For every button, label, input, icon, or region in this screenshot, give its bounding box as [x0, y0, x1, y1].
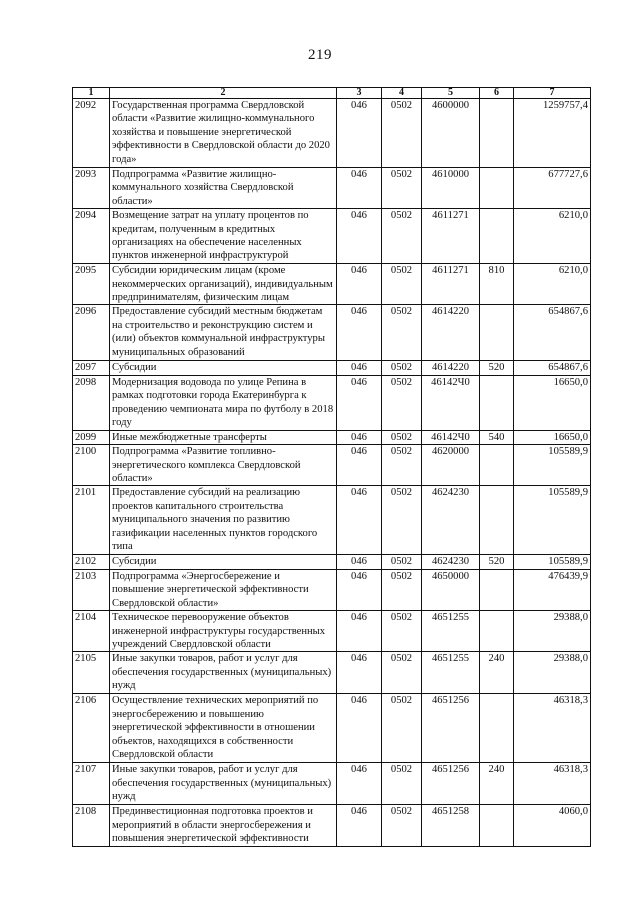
target-article-code: 4620000 — [422, 445, 480, 486]
amount: 46318,3 — [514, 763, 591, 805]
ministry-code: 046 — [337, 264, 382, 305]
table-row — [73, 486, 591, 555]
section-code: 0502 — [382, 694, 422, 763]
row-name: Субсидии — [110, 361, 337, 375]
table-row — [73, 264, 591, 305]
section-code: 0502 — [382, 569, 422, 610]
row-name: Государственная программа Свердловской области «Развитие жилищно-коммунального хозяйства и повышение энергетической эффективности в Свердловской области до 2020 года» — [110, 99, 337, 168]
row-number: 2099 — [73, 430, 110, 444]
section-code: 0502 — [382, 805, 422, 846]
row-number: 2100 — [73, 445, 110, 486]
table-row — [73, 99, 591, 168]
row-name: Субсидии — [110, 555, 337, 569]
section-code: 0502 — [382, 763, 422, 805]
row-number: 2102 — [73, 555, 110, 569]
section-code: 0502 — [382, 168, 422, 209]
row-number: 2104 — [73, 611, 110, 652]
column-header: 1 — [73, 88, 110, 99]
ministry-code: 046 — [337, 486, 382, 555]
target-article-code: 46142Ч0 — [422, 375, 480, 430]
amount: 16650,0 — [514, 430, 591, 444]
table-row — [73, 555, 591, 569]
row-number: 2093 — [73, 168, 110, 209]
expense-type-code: 540 — [480, 430, 514, 444]
ministry-code: 046 — [337, 805, 382, 846]
target-article-code: 4651255 — [422, 652, 480, 694]
ministry-code: 046 — [337, 569, 382, 610]
target-article-code: 4611271 — [422, 209, 480, 264]
amount: 105589,9 — [514, 486, 591, 555]
row-number: 2096 — [73, 305, 110, 361]
ministry-code: 046 — [337, 445, 382, 486]
section-code: 0502 — [382, 264, 422, 305]
target-article-code: 46142Ч0 — [422, 430, 480, 444]
row-name: Предоставление субсидий местным бюджетам на строительство и реконструкцию систем и (или) объектов коммунальной инфраструктуры муниципальных образований — [110, 305, 337, 361]
expense-type-code — [480, 486, 514, 555]
row-number: 2097 — [73, 361, 110, 375]
row-name: Иные межбюджетные трансферты — [110, 430, 337, 444]
section-code: 0502 — [382, 375, 422, 430]
section-code: 0502 — [382, 611, 422, 652]
expense-type-code — [480, 99, 514, 168]
row-number: 2106 — [73, 694, 110, 763]
target-article-code: 4600000 — [422, 99, 480, 168]
section-code: 0502 — [382, 652, 422, 694]
expense-type-code — [480, 694, 514, 763]
row-name: Осуществление технических мероприятий по энергосбережению и повышению энергетической эффективности в отношении объектов, находящихся в собственности Свердловской области — [110, 694, 337, 763]
ministry-code: 046 — [337, 430, 382, 444]
column-header: 7 — [514, 88, 591, 99]
row-number: 2101 — [73, 486, 110, 555]
table-row — [73, 611, 591, 652]
row-name: Прединвестиционная подготовка проектов и мероприятий в области энергосбережения и повышения энергетической эффективности — [110, 805, 337, 846]
ministry-code: 046 — [337, 611, 382, 652]
amount: 16650,0 — [514, 375, 591, 430]
target-article-code: 4651255 — [422, 611, 480, 652]
expense-type-code: 240 — [480, 763, 514, 805]
amount: 654867,6 — [514, 305, 591, 361]
amount: 654867,6 — [514, 361, 591, 375]
target-article-code: 4614220 — [422, 305, 480, 361]
expense-type-code — [480, 209, 514, 264]
expense-type-code — [480, 305, 514, 361]
amount: 29388,0 — [514, 611, 591, 652]
ministry-code: 046 — [337, 361, 382, 375]
ministry-code: 046 — [337, 652, 382, 694]
table-row — [73, 361, 591, 375]
table-row — [73, 805, 591, 846]
row-name: Подпрограмма «Развитие жилищно-коммунального хозяйства Свердловской области» — [110, 168, 337, 209]
expense-type-code — [480, 569, 514, 610]
row-number: 2108 — [73, 805, 110, 846]
expense-type-code — [480, 445, 514, 486]
table-row — [73, 305, 591, 361]
section-code: 0502 — [382, 555, 422, 569]
expense-type-code: 240 — [480, 652, 514, 694]
expense-type-code: 520 — [480, 361, 514, 375]
expense-type-code — [480, 611, 514, 652]
budget-table — [72, 87, 591, 847]
row-name: Подпрограмма «Энергосбережение и повышение энергетической эффективности Свердловской области» — [110, 569, 337, 610]
amount: 677727,6 — [514, 168, 591, 209]
row-number: 2105 — [73, 652, 110, 694]
target-article-code: 4624230 — [422, 486, 480, 555]
row-name: Иные закупки товаров, работ и услуг для обеспечения государственных (муниципальных) нужд — [110, 763, 337, 805]
amount: 6210,0 — [514, 264, 591, 305]
section-code: 0502 — [382, 445, 422, 486]
amount: 1259757,4 — [514, 99, 591, 168]
column-header: 3 — [337, 88, 382, 99]
table-row — [73, 209, 591, 264]
section-code: 0502 — [382, 361, 422, 375]
ministry-code: 046 — [337, 555, 382, 569]
target-article-code: 4624230 — [422, 555, 480, 569]
ministry-code: 046 — [337, 763, 382, 805]
page-number: 219 — [308, 47, 332, 63]
table-row — [73, 375, 591, 430]
amount: 105589,9 — [514, 555, 591, 569]
column-header: 4 — [382, 88, 422, 99]
table-row — [73, 168, 591, 209]
row-number: 2103 — [73, 569, 110, 610]
target-article-code: 4650000 — [422, 569, 480, 610]
target-article-code: 4610000 — [422, 168, 480, 209]
amount: 105589,9 — [514, 445, 591, 486]
ministry-code: 046 — [337, 168, 382, 209]
target-article-code: 4614220 — [422, 361, 480, 375]
amount: 46318,3 — [514, 694, 591, 763]
amount: 6210,0 — [514, 209, 591, 264]
table-row — [73, 430, 591, 444]
row-name: Модернизация водовода по улице Репина в рамках подготовки города Екатеринбурга к проведению чемпионата мира по футболу в 2018 году — [110, 375, 337, 430]
table-row — [73, 694, 591, 763]
table-header-row — [73, 88, 591, 99]
expense-type-code: 810 — [480, 264, 514, 305]
row-name: Возмещение затрат на уплату процентов по кредитам, полученным в кредитных организациях на обеспечение населенных пунктов инженерной инфраструктурой — [110, 209, 337, 264]
column-header: 5 — [422, 88, 480, 99]
target-article-code: 4611271 — [422, 264, 480, 305]
ministry-code: 046 — [337, 305, 382, 361]
table-row — [73, 569, 591, 610]
ministry-code: 046 — [337, 209, 382, 264]
table-body — [73, 99, 591, 847]
table-row — [73, 445, 591, 486]
row-number: 2094 — [73, 209, 110, 264]
row-number: 2098 — [73, 375, 110, 430]
row-number: 2092 — [73, 99, 110, 168]
expense-type-code — [480, 805, 514, 846]
target-article-code: 4651258 — [422, 805, 480, 846]
column-header: 6 — [480, 88, 514, 99]
target-article-code: 4651256 — [422, 694, 480, 763]
row-name: Иные закупки товаров, работ и услуг для обеспечения государственных (муниципальных) нужд — [110, 652, 337, 694]
table-row — [73, 652, 591, 694]
ministry-code: 046 — [337, 694, 382, 763]
section-code: 0502 — [382, 209, 422, 264]
amount: 476439,9 — [514, 569, 591, 610]
amount: 4060,0 — [514, 805, 591, 846]
section-code: 0502 — [382, 99, 422, 168]
column-header: 2 — [110, 88, 337, 99]
row-name: Техническое перевооружение объектов инженерной инфраструктуры государственных учреждений Свердловской области — [110, 611, 337, 652]
row-name: Субсидии юридическим лицам (кроме некоммерческих организаций), индивидуальным предпринимателям, физическим лицам — [110, 264, 337, 305]
row-number: 2095 — [73, 264, 110, 305]
target-article-code: 4651256 — [422, 763, 480, 805]
amount: 29388,0 — [514, 652, 591, 694]
ministry-code: 046 — [337, 375, 382, 430]
row-name: Подпрограмма «Развитие топливно-энергетического комплекса Свердловской области» — [110, 445, 337, 486]
ministry-code: 046 — [337, 99, 382, 168]
expense-type-code — [480, 375, 514, 430]
row-number: 2107 — [73, 763, 110, 805]
expense-type-code — [480, 168, 514, 209]
section-code: 0502 — [382, 430, 422, 444]
expense-type-code: 520 — [480, 555, 514, 569]
row-name: Предоставление субсидий на реализацию проектов капитального строительства муниципального значения по развитию газификации населенных пунктов городского типа — [110, 486, 337, 555]
section-code: 0502 — [382, 305, 422, 361]
table-row — [73, 763, 591, 805]
section-code: 0502 — [382, 486, 422, 555]
